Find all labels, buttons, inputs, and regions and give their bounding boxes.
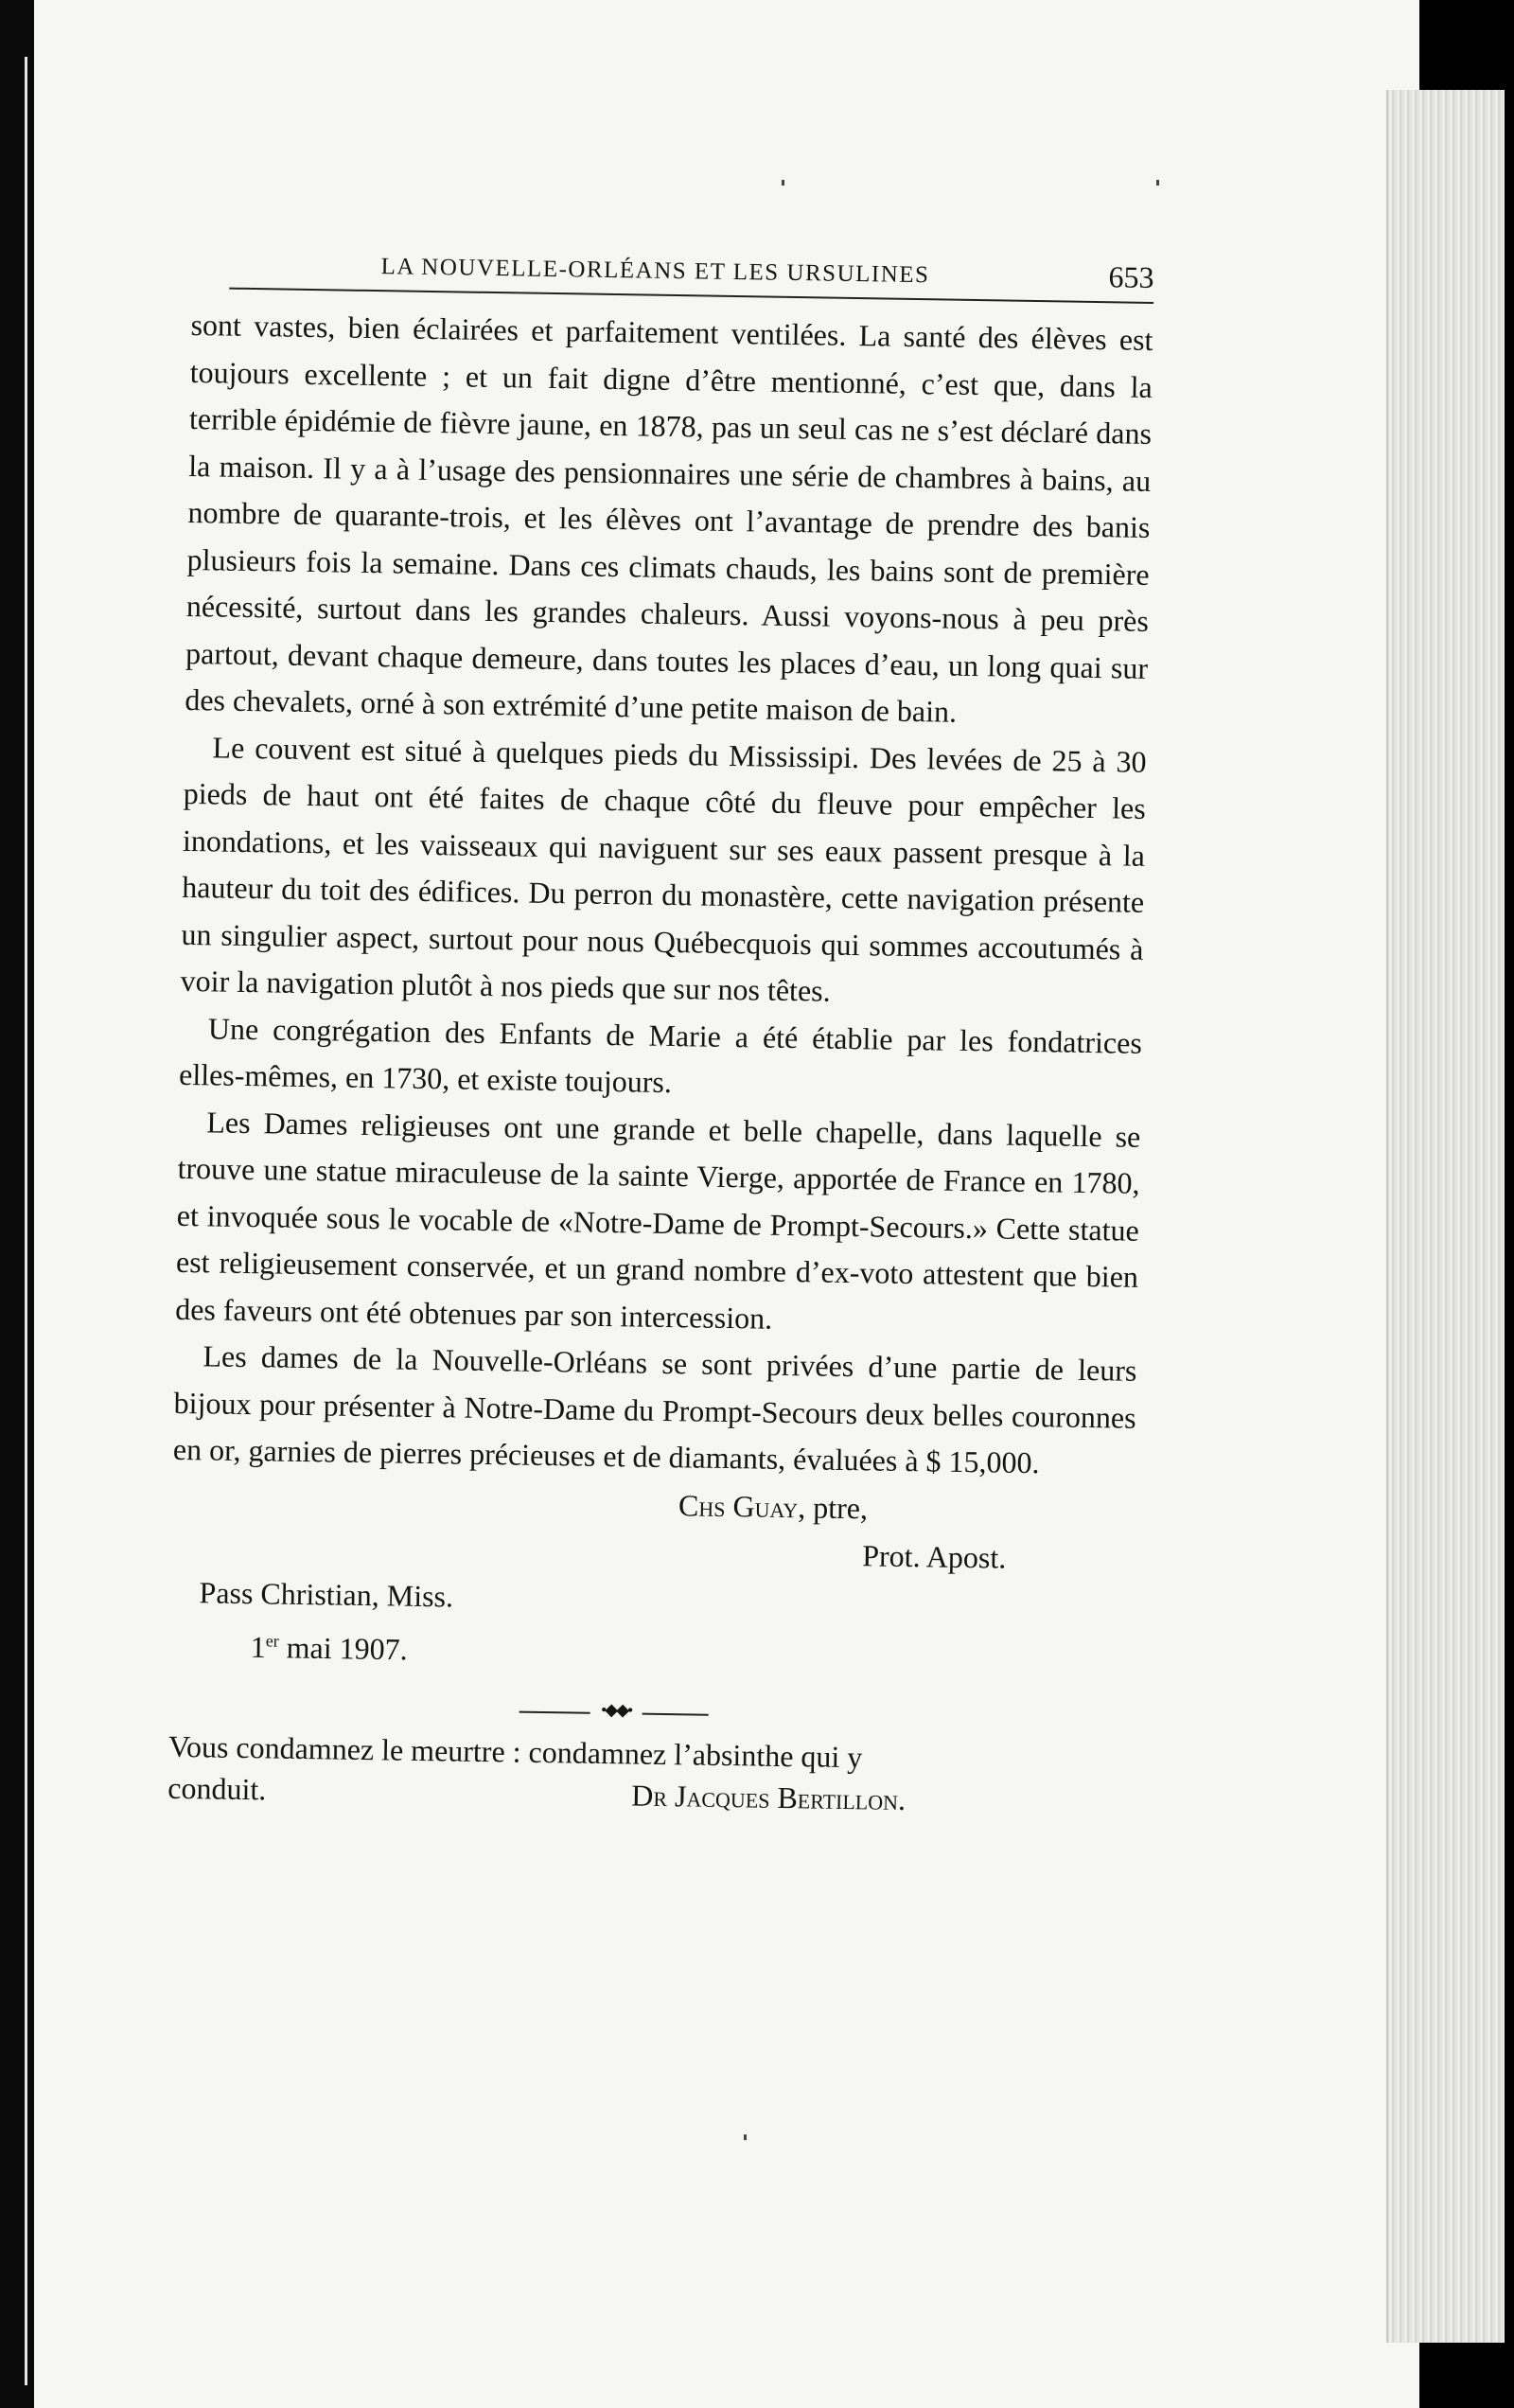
signature-initial: Chs — [678, 1487, 726, 1523]
page — [34, 0, 1419, 2408]
left-page-edge — [0, 0, 34, 2408]
text-block — [167, 241, 1154, 1824]
page-stack-edge — [1386, 90, 1506, 2343]
signature-role: Prot. Apost. — [862, 1537, 1007, 1575]
paragraph: Les dames de la Nouvelle-Orléans se sont privées d’une partie de leurs bijoux pour présenter à Notre-Dame du Prompt-Secours deux belles couronnes en or, garnies de pierres précieuses et de diamants, évaluées à $ 15,000. — [172, 1338, 1137, 1480]
print-speck — [782, 180, 784, 186]
print-speck — [1156, 180, 1159, 186]
date-day-sup: er — [265, 1630, 279, 1651]
paragraph: sont vastes, bien éclairées et parfaitement ventilées. La santé des élèves est toujours excellente ; et un fait digne d’être mentionné, c’est que, dans la terrible épidémie de fièvre jaune, en 1878, pas un seul cas ne s’est déclaré dans la maison. Il y a à l’usage des pensionnaires une série de chambres à bains, au nombre de quarante-trois, et les élèves ont l’avantage de prendre des banis plusieurs fois la semaine. Dans ces climats chauds, les bains sont de première nécessité, surtout dans les grandes chaleurs. Aussi voyons-nous à peu près partout, devant chaque demeure, dans toutes les places d’eau, un long quai sur des chevalets, orné à son extrémité d’une petite maison de bain. — [185, 307, 1153, 729]
ornament-diamonds: •◆◆• — [600, 1700, 632, 1720]
signature-suffix: , ptre, — [798, 1489, 869, 1525]
body-text — [173, 302, 1153, 1488]
ornament-divider — [169, 1697, 1132, 1731]
quote-continuation: conduit. — [167, 1770, 267, 1807]
ornament-line — [643, 1713, 709, 1716]
running-title: LA NOUVELLE-ORLÉANS ET LES URSULINES — [380, 254, 930, 289]
quote-author: Dr Jacques Bertillon. — [630, 1778, 907, 1817]
date-day: 1 — [250, 1629, 266, 1664]
signature-block — [171, 1473, 1135, 1583]
page-number: 653 — [1108, 259, 1154, 294]
date-rest: mai 1907. — [278, 1629, 408, 1666]
place: Pass Christian, Miss. — [199, 1574, 454, 1614]
running-header — [191, 241, 1154, 304]
paragraph: Une congrégation des Enfants de Marie a été établie par les fondatrices elles-mêmes, en 1730, et existe toujours. — [178, 1010, 1143, 1100]
paragraph: Les Dames religieuses ont une grande et belle chapelle, dans laquelle se trouve une statue miraculeuse de la sainte Vierge, apportée de France en 1780, et invoquée sous le vocable de «Notre-Dame de Prompt-Secours.» Cette statue est religieusement conservée, et un grand nombre d’ex-voto attestent que bien des faveurs ont été obtenues par son intercession. — [175, 1104, 1141, 1336]
print-speck — [744, 2134, 747, 2140]
paragraph: Le couvent est situé à quelques pieds du Mississipi. Des levées de 25 à 30 pieds de haut ont été faites de chaque côté du fleuve pour empêcher les inondations, et les vaisseaux qui naviguent sur ses eaux passent presque à la hauteur du toit des édifices. Du perron du monastère, cette navigation présente un singulier aspect, surtout pour nous Québecquois qui sommes accoutumés à voir la navigation plutôt à nos pieds que sur nos têtes. — [180, 729, 1147, 1008]
place-date-block — [169, 1567, 1134, 1684]
spine-line — [25, 57, 27, 2385]
right-shadow — [1505, 0, 1514, 2408]
quote: Vous condamnez le meurtre : condamnez l’absinthe qui y — [167, 1728, 863, 1775]
ornament-line — [519, 1711, 590, 1714]
header-rule — [229, 288, 1153, 304]
signature-surname: Guay — [732, 1488, 799, 1524]
